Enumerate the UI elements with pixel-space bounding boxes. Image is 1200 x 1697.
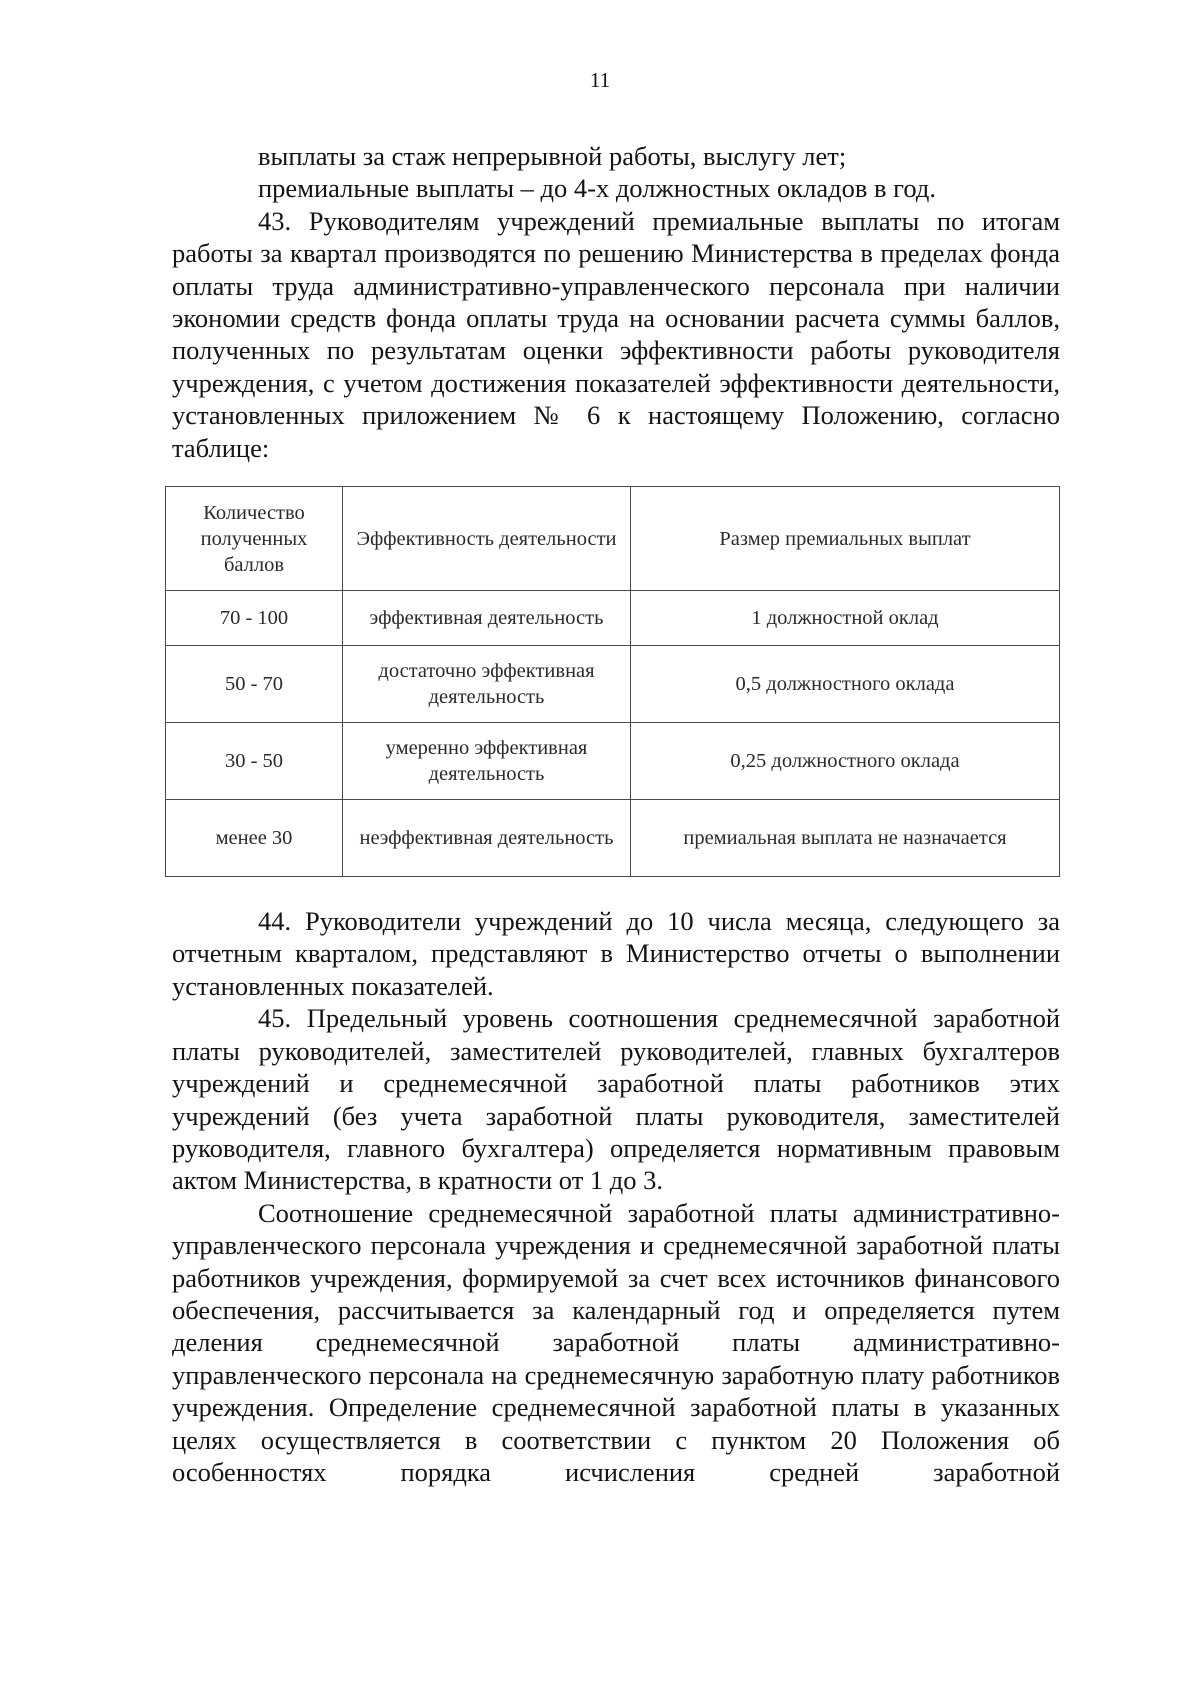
- table-row: [166, 591, 1060, 646]
- table-cell: 50 - 70: [166, 646, 343, 723]
- paragraph-44: 44. Руководители учреждений до 10 числа месяца, следующего за отчетным кварталом, представляют в Министерство отчеты о выполнении установленных показателей.: [172, 906, 1060, 1001]
- table-cell: 70 - 100: [166, 591, 343, 646]
- table-cell: умеренно эффективная деятельность: [343, 723, 631, 800]
- table-cell: 30 - 50: [166, 723, 343, 800]
- table-cell: достаточно эффективная деятельность: [343, 646, 631, 723]
- table-header-row: [166, 487, 1060, 591]
- table-row: [166, 646, 1060, 723]
- table-row: [166, 800, 1060, 877]
- table-cell: 0,5 должностного оклада: [631, 646, 1060, 723]
- table-cell: эффективная деятельность: [343, 591, 631, 646]
- table-cell: 1 должностной оклад: [631, 591, 1060, 646]
- intro-line-1: выплаты за стаж непрерывной работы, выслугу лет;: [258, 141, 847, 171]
- table-header-cell: Размер премиальных выплат: [631, 487, 1060, 591]
- bonus-table: [165, 486, 1060, 877]
- table-row: [166, 723, 1060, 800]
- intro-line-2: премиальные выплаты – до 4-х должностных окладов в год.: [258, 173, 936, 204]
- page-number: 11: [589, 68, 611, 92]
- table-cell: премиальная выплата не назначается: [631, 800, 1060, 877]
- table-cell: неэффективная деятельность: [343, 800, 631, 877]
- table-cell: менее 30: [166, 800, 343, 877]
- table-cell: 0,25 должностного оклада: [631, 723, 1060, 800]
- paragraph-ratio: Соотношение среднемесячной заработной платы административно-управленческого персонала учреждения и среднемесячной заработной платы работников учреждения, формируемой за счет всех источников финансового обеспечения, рассчитывается за календарный год и определяется путем деления среднемесячной заработной платы административно-управленческого персонала на среднемесячную заработную плату работников учреждения. Определение среднемесячной заработной платы в указанных целях осуществляется в соответствии с пунктом 20 Положения об особенностях порядка исчисления средней заработной: [172, 1197, 1060, 1487]
- document-body: [172, 140, 1060, 1488]
- table-header-cell: Количество полученных баллов: [166, 487, 343, 591]
- paragraph-45: 45. Предельный уровень соотношения среднемесячной заработной платы руководителей, заместителей руководителей, главных бухгалтеров учреждений и среднемесячной заработной платы работников этих учреждений (без учета заработной платы руководителя, заместителей руководителя, главного бухгалтера) определяется нормативным правовым актом Министерства, в кратности от 1 до 3.: [172, 1003, 1060, 1196]
- paragraph-43: 43. Руководителям учреждений премиальные выплаты по итогам работы за квартал производятся по решению Министерства в пределах фонда оплаты труда административно-управленческого персонала при наличии экономии средств фонда оплаты труда на основании расчета суммы баллов, полученных по результатам оценки эффективности работы руководителя учреждения, с учетом достижения показателей эффективности деятельности, установленных приложением № 6 к настоящему Положению, согласно таблице:: [172, 205, 1060, 463]
- table-header-cell: Эффективность деятельности: [343, 487, 631, 591]
